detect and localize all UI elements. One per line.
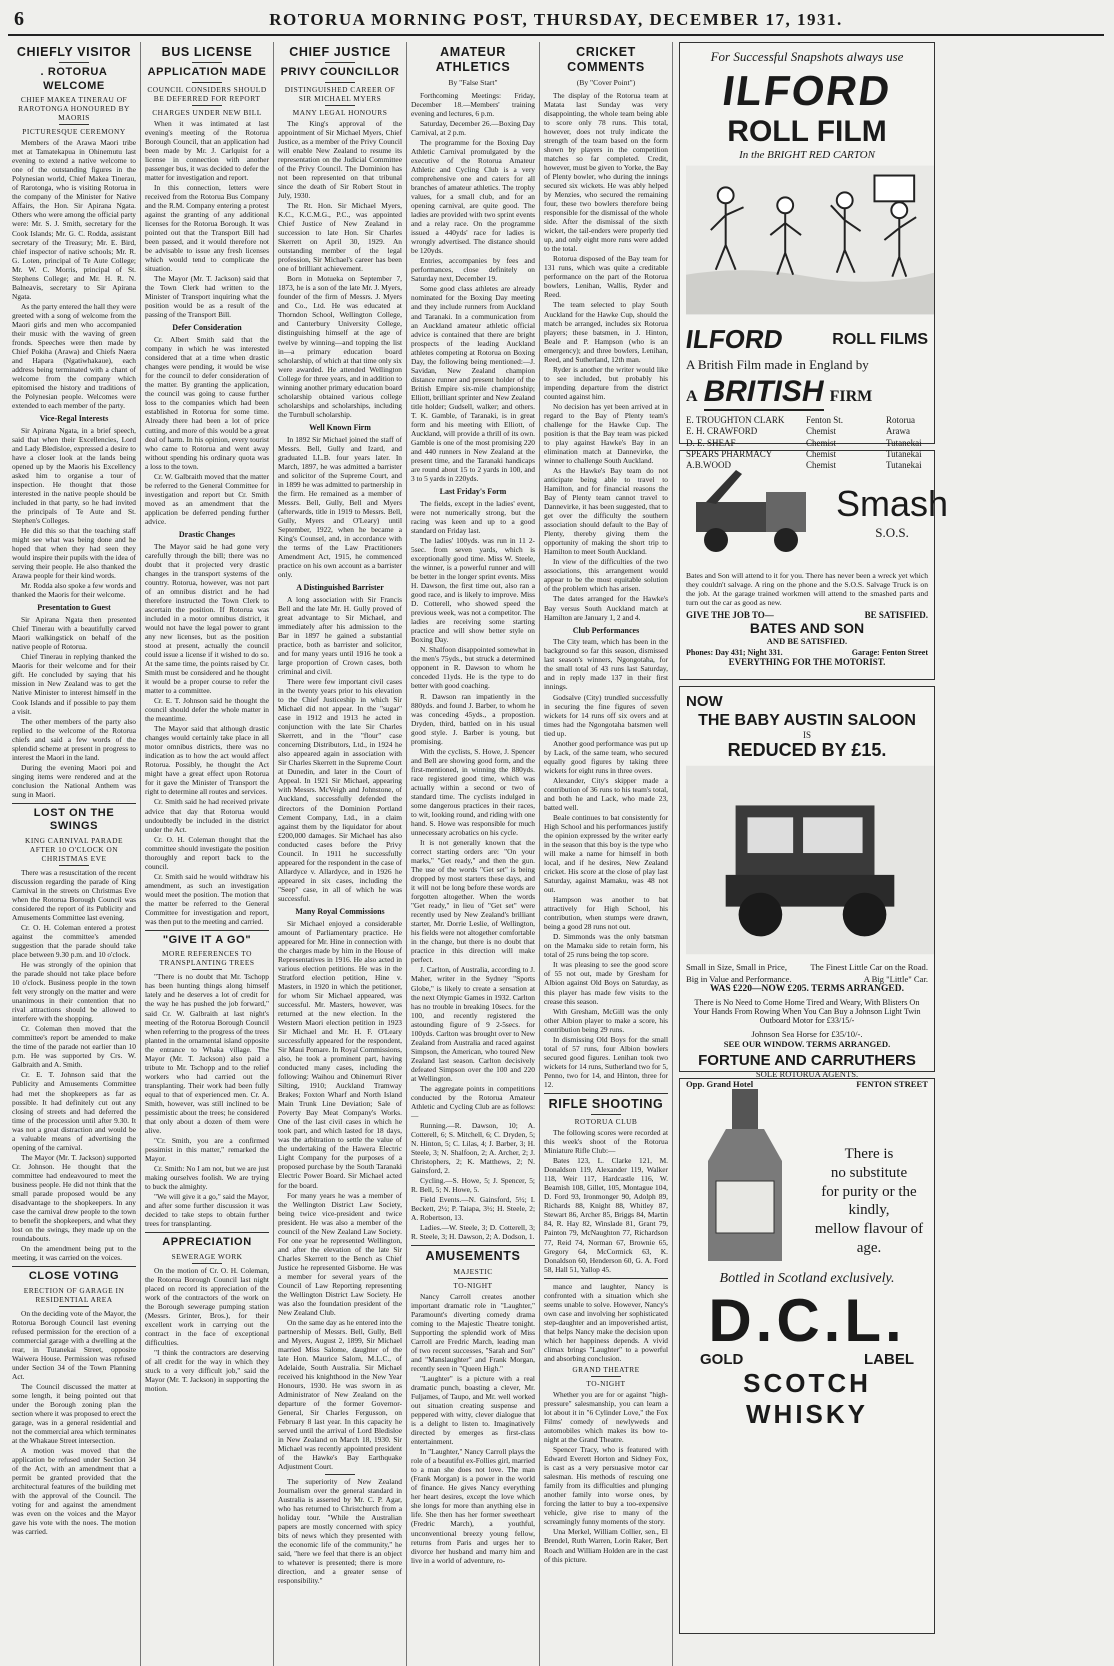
subheadline-privy-councillor: PRIVY COUNCILLOR bbox=[280, 66, 400, 79]
paragraph: Forthcoming Meetings: Friday, December 18.—Members' training evening and lectures, 6 p.m. bbox=[411, 90, 535, 118]
baby-austin-is: IS bbox=[802, 730, 811, 740]
baby-austin-reduced: REDUCED BY £15. bbox=[727, 740, 887, 760]
paragraph: Mr. Rodda also spoke a few words and thanked the Maoris for their welcome. bbox=[12, 581, 136, 600]
paragraph: Members of the Arawa Maori tribe met at Tamatekapua in Ohinemutu last evening to extend a native welcome to one of the outstanding figures in the Polynesian world, Chief Makea Tinerau, of Rarotonga, who is visiting Rotorua in the company of the Minister for Native Affairs, the Hon. Sir Apirana Ngata. Others who were among the official party were: Mr. S. J. Smith, secretary for the Cook Islands; Mr. G. C. Rodda, assistant secretary of the Treasury; Mr. E. Bird, chief inspector of native schools; Mr. R. G. Loten, principal of Te Aute College; Mr. W. C. Morris, principal of St. Stephens College; and Mr. H. R. N. Balneavis, secretary to Sir Apirana Ngata. bbox=[12, 138, 136, 301]
paragraph: It is not generally known that the correct starting orders are: "On your marks," "Get ready," and then the gun. The use of the words "Get set" is being dropped by most starters these days, and it will not be long before these words are forgotten altogether. When the words "Get ready," in lieu of "Get set" were recently used by New Zealand's brilliant starter, Mr. Dorrie Leslie, of Wellington, his fields were not altogether comfortable in the change, but there is no doubt that practice in this direction will make perfect. bbox=[411, 838, 535, 965]
chemist-town: Tutanekai bbox=[886, 448, 922, 459]
paragraph: Cr. Smith said he had received private advice that day that Rotorua would undoubtedly be included in the district under the Act. bbox=[145, 797, 269, 834]
paragraph: On the motion of Cr. O. H. Coleman, the Rotorua Borough Council last night placed on record its appreciation of the work of the contractors of the work on the Borough sewerage pumping station (Messrs. Grinter, Bros.), for their excellent work in carrying out the contract in the face of exceptional difficulties. bbox=[145, 1265, 269, 1347]
dcl-top-row bbox=[686, 1085, 928, 1265]
paragraph: With Gresham, McGill was the only other Albion player to make a score, his contribution being 29 runs. bbox=[544, 1006, 668, 1034]
deck: MORE REFERENCES TO TRANSPLANTING TREES bbox=[159, 949, 255, 968]
chemist-row bbox=[686, 449, 928, 460]
paragraph: Entries, accompanies by fees and performances, close definitely on Saturday next, December 19. bbox=[411, 256, 535, 284]
deck: KING CARNIVAL PARADE AFTER 10 O'CLOCK ON CHRISTMAS EVE bbox=[24, 835, 123, 863]
dealer-opp: Opp. Grand Hotel bbox=[686, 1079, 754, 1089]
column-3 bbox=[274, 42, 407, 1666]
dcl-logo: D.C.L. bbox=[708, 1287, 906, 1354]
column-4 bbox=[407, 42, 540, 1666]
bates-and-be: AND BE SATISFIED. bbox=[766, 636, 848, 646]
paragraph: Cr. E. T. Johnson said that the Publicity and Amusements Committee had met the shopkeepers as far as possible. It had definitely cut out any closing of streets and had deferred the time of the procession until after 9.30. It was not a great distraction and would be a valuable means of advertising the opening of the carnival. bbox=[12, 1070, 136, 1152]
paragraph: Rotorua disposed of the Bay team for 131 runs, which was quite a creditable performance on the part of the Rotorua bowlers, Lenihan, Wallis, Ryder and Reed. bbox=[544, 254, 668, 300]
subheadline-rotorua-welcome: . ROTORUA WELCOME bbox=[40, 66, 108, 92]
paragraph: In 1892 Sir Michael joined the staff of Messrs. Bell, Gully and Izard, and graduated LL.B. four years later. In March, 1897, he was admitted a barrister and solicitor of the Supreme Court, and in 1899 he was admitted to partnership in the firm. He remained as a member of Messrs. Bell, Gully, Bell and Myers (afterwards, title in 1919 to Messrs. Bell, Gully, Myers and O'Leary) until September, 1922, when he became a King's Counsel, and, in accordance with the terms of the Law Practitioners Amendment Act, 1915, he commenced practice on his own account as a barrister only. bbox=[278, 434, 402, 579]
paragraph: Sir Michael enjoyed a considerable amount of Parliamentary practice. He appeared for Mr. Hine in connection with the charges made by him in the House of Representatives in 1916. He also acted in various election petitions. He was in the Stratford election petition, Hine v. Masters, in 1920 in which the petitioner, for whom Sir Michael appeared, was successful. Mr. Masters, however, was returned at the new election. In the Western Maori election petition in 1923 Sir Michael and Mr. H. F. O'Leary successfully appeared for the respondent, Sir Maui Pomare. In Royal Commissions, also, he took a prominent part, having conducted many cases, including the following: Waihou and Ohinemuri River Silting, 1910; Auckland Tramway Brakes; Foxton Wharf and North Island Main Trunk Line Deviation; Sale of Poverty Bay Meat Company's Works. One of the last civil cases in which he took part, and which lasted for 18 days, was the arbitration to settle the value of the undertaking of the Hawera Electric Light Company for the purposes of a proposed purchase by the South Taranaki Electric Power Board. Sir Michael acted for the board. bbox=[278, 918, 402, 1190]
paragraph: Another good performance was put up by Lack, of the same team, who secured equally good figures by taking three wickets for eight runs in three overs. bbox=[544, 738, 668, 775]
headline-cricket-comments: CRICKET COMMENTS bbox=[567, 45, 645, 75]
paragraph: There was a resuscitation of the recent discussion regarding the parade of King Carnival in the streets on Christmas Eve when the Rotorua Borough Council was considered the report of its Publicity and Amusements Committee last evening. bbox=[12, 867, 136, 922]
paragraph: With the cyclists, S. Howe, J. Spencer and Bell are showing good form, and the first-mentioned, in winning the 880yds. race registered good time, which was actually within a second or two of standard time. The cyclists indulged in some dangerous practices in their races, to wit, looking round, and riding with one hand. S. Howe was responsible for much unnecessary acrobatics on his cycle. bbox=[411, 746, 535, 837]
chemist-town: Arawa bbox=[886, 426, 910, 437]
bates-smash-heading: Smash bbox=[836, 483, 949, 524]
paragraph: Bates 123, L. Clarke 121, M. Donaldson 119, Alexander 119, Walker 118, Weir 117, Hardcastle 116, W. Beamish 108, Gillet, 105, Montague 104, D. Ford 93, Ironmonger 90, Adolph 89, Richards 88, Knight 88, Whitley 87, Stewart 86, Archer 85, Briggs 84, Martin 84, R. Hay 82, Winslade 81, Grant 79, Painton 79, McNaughton 77, Richardson 77, Reid 74, Norman 67, Brownie 65, Gregory 64, McCormick 63, K. Donaldson 60, Henderson 60, G. A. Ford 58, Hall 51, Yallop 45. bbox=[544, 1156, 668, 1274]
headline-amusements: AMUSEMENTS bbox=[425, 1249, 521, 1264]
chemist-town: Tutanekai bbox=[886, 460, 922, 470]
paragraph: Cr. O. H. Coleman entered a protest against the committee's amended suggestion that the parade should take place between 9.30 p.m. and 10 o'clock. bbox=[12, 922, 136, 960]
chemist-name: E. TROUGHTON CLARK bbox=[686, 415, 785, 425]
paragraph: The superiority of New Zealand Journalism over the general standard in Australia is asserted by Mr. C. P. Agar, who has returned to Christchurch from a holiday tour. "While the Australian papers are mostly concerned with spicy bits of news which they presented with the economic life of the community," he said, "here we feel that there is an object to whatever is presented; there is more direction, and a greater sense of responsibility." bbox=[278, 1476, 402, 1585]
bates-give: GIVE THE JOB TO— bbox=[686, 610, 774, 620]
bates-give-row bbox=[686, 610, 928, 620]
deck: SEWERAGE WORK bbox=[171, 1251, 243, 1261]
ilford-firm-name: BRITISH bbox=[704, 375, 824, 411]
dcl-label: LABEL bbox=[864, 1351, 914, 1368]
deck: ERECTION OF GARAGE IN RESIDENTIAL AREA bbox=[23, 1285, 125, 1304]
paragraph: The Mayor said he had gone very carefully through the bill; there was no doubt that it projected very drastic changes in the transport systems of the country. Rotorua, however, was not part of an omnibus district and he had therefore instructed the Town Clerk to ascertain the position. If Rotorua was included in a motor omnibus district, it would not have the legal power to grant any new licenses, but as the position stood at present, actually the council could issue a license if it wished to do so. At the same time, the points raised by Cr. Smith must be considered and he thought it would be a proper course to refer the matter to a committee. bbox=[145, 541, 269, 696]
ilford-secondary-banner bbox=[683, 324, 928, 355]
advertisements-column bbox=[673, 42, 949, 1666]
paragraph: Running.—R. Dawson, 10; A. Cotterell, 6; S. Mitchell, 6; C. Dryden, 5; N. Hinton, 5; C. Lilas, 4; J. Barber, 3; H. Steele, 3; N. Shalfoon, 2; A. Archer, 2; J. Christophers, 2; K. Matthews, 2; N. Gainsford, 2. bbox=[411, 1120, 535, 1176]
chemist-row bbox=[686, 438, 928, 449]
paragraph: When it was intimated at last evening's meeting of the Rotorua Borough Council, that an application had been made by Mr. J. Carlquist for a license in connection with another passenger bus, it was decided to defer the matter for investigation and report. bbox=[145, 118, 269, 182]
baby-austin-was: WAS £220—NOW £205. TERMS ARRANGED. bbox=[710, 984, 904, 994]
headline-give-it-a-go: "GIVE IT A GO" bbox=[162, 933, 252, 946]
paragraph: N. Shalfoon disappointed somewhat in the men's 75yds., but struck a determined opponent in R. Dawson to whom he conceded 11yds. He is the type to do better with good coaching. bbox=[411, 645, 535, 691]
ilford-brand-secondary: ILFORD bbox=[683, 324, 785, 354]
dcl-bottled: Bottled in Scotland exclusively. bbox=[719, 1271, 895, 1286]
ilford-product: ROLL FILM bbox=[727, 115, 887, 148]
paragraph: Cr. Coleman then moved that the committee's report be amended to make the time of the parade not earlier than 10 p.m. He was supported by Crs. W. Galbraith and A. Smith. bbox=[12, 1024, 136, 1070]
whisky-bottle-illustration bbox=[686, 1085, 804, 1265]
dcl-line-1: There is bbox=[844, 1146, 894, 1162]
cross-head: Well Known Firm bbox=[309, 422, 371, 432]
baby-austin-size-row bbox=[686, 962, 928, 972]
ilford-advertisement bbox=[679, 42, 935, 470]
bates-phones: Phones: Day 431; Night 331. bbox=[686, 648, 783, 657]
column-5 bbox=[540, 42, 673, 1666]
paragraph: On the deciding vote of the Mayor, the Rotorua Borough Council last evening refused permission for the erection of a commercial garage with a dwelling at the rear, in Tutanekai Street, opposite Waiwera House. Permission was refused under Section 34 of the Town Planning Act. bbox=[12, 1308, 136, 1381]
paragraph: In view of the difficulties of the two associations, this arrangement would appear to be the most equitable solution of the problem which has arisen. bbox=[544, 557, 668, 594]
paragraph: Sir Apirana Ngata then presented Chief Tinerau with a beautifully carved Maori walkingstick on behalf of the native people of Rotorua. bbox=[12, 615, 136, 652]
dealer-street: FENTON STREET bbox=[856, 1079, 928, 1089]
paragraph: The team selected to play South Auckland for the Hawke Cup, should the match be arranged, includes six Rotorua players; these batsmen, in J. Hinton, Beale and P. Hampson (who is an emergency); and three bowlers, Lenihan, Reed, and Sutherland, 12th man. bbox=[544, 300, 668, 364]
paragraph: Cr. Smith said he would withdraw his amendment, as such an investigation would meet the position. The motion that the matter be referred to the General Committee for investigation and report, was then put to the meeting and carried. bbox=[145, 871, 269, 926]
paragraph: Beale continues to bat consistently for High School and his performances justify the opinion expressed by the writer early in the season that this boy is the type who will make a name for himself in both local, and if he desires, New Zealand cricket. His score at the close of play last Saturday, against Mamaku, was 48 not out. bbox=[544, 812, 668, 895]
paragraph: In "Laughter," Nancy Carroll plays the role of a beautiful ex-Follies girl, married to a man she does not love. The man (Frank Morgan) is a power in the world of finance. He gives Nancy everything her heart desires, except the love which she longs for more than anything else in life. She then has her former sweetheart (Fredric March), a youthful, unconventional breezy young fellow, returns from Paris and urges her to divorce her husband and marry him and live in a world of adventure, ro- bbox=[411, 1447, 535, 1565]
deck: DISTINGUISHED CAREER OF SIR MICHAEL MYERS bbox=[284, 84, 396, 103]
paragraph: The Mayor said that although drastic changes would certainly take place in all motor omnibus districts, there was no indication as to how the act would affect Rotorua. Possibly, he thought the Act might have a great effect upon Rotorua for it gave the Minister of Transport the right to determine all routes and services. bbox=[145, 724, 269, 797]
chemist-role: Chemist bbox=[806, 460, 837, 470]
cross-head: Many Royal Commissions bbox=[295, 906, 385, 916]
bates-name: BATES AND SON bbox=[749, 620, 865, 636]
baby-austin-advertisement bbox=[679, 686, 935, 1089]
paragraph: "Cr. Smith, you are a confirmed pessimist in this matter," remarked the Mayor. bbox=[145, 1135, 269, 1163]
headline-appreciation: APPRECIATION bbox=[162, 1236, 252, 1249]
sea-horse-text: Johnson Sea Horse for £35/10/-. bbox=[751, 1029, 863, 1039]
bates-contact bbox=[686, 648, 928, 657]
paragraph: The other members of the party also replied to the welcome of the Rotorua chiefs and said a few words of the splendid scheme at present in progress to interest the Maori in the land. bbox=[12, 716, 136, 762]
kicker: TO-NIGHT bbox=[453, 1280, 493, 1290]
headline-lost-on-the-swings: LOST ON THE SWINGS bbox=[33, 806, 115, 833]
chemist-role: Chemist bbox=[806, 437, 837, 448]
paragraph: R. Dawson ran impatiently in the 880yds. and found J. Barber, to whom he was conceding 45yds., a propostion. Dryden, third, battled on in his usual good style. J. Barber is young, but promising. bbox=[411, 691, 535, 746]
ilford-made-in: A British Film made in England by bbox=[686, 357, 869, 372]
paragraph: Cr. Albert Smith said that the company in which he was interested considered that at a time when drastic changes were pending, it would be wise for the council to defer consideration of the matter. By granting the application, the council was going to cause further loss to the companies which had been established in Rotorua for some time. Already there had been a lot of price cutting, and more of this would be a great deal of harm. In his opinion, every tourist who came to Rotorua and went away without spending his ordinary quota was a loss to the town. bbox=[145, 335, 269, 471]
ilford-brand: ILFORD bbox=[719, 67, 895, 114]
paragraph: Ryder is another the writer would like to see included, but probably his impending departure from the district counted against him. bbox=[544, 364, 668, 401]
paragraph: The King's approval of the appointment of Sir Michael Myers, Chief Justice, as a member of the Privy Council will enable New Zealand to resume its representation on the Judicial Committee of the Privy Council. The Dominion has not been represented on that tribunal since the death of Sir Robert Stout in July, 1930. bbox=[278, 118, 402, 200]
paragraph: On the amendment being put to the meeting, it was carried on the voices. bbox=[12, 1244, 136, 1263]
paragraph: "Laughter" is a picture with a real dramatic punch, boasting a clever, Mr. Fuljames, of Taupo, and Mr. well worked out situation creating suspense and peppered with witty, clever dialogue that is a delight to listen to. Imaginatively directed by emerges as first-class entertainment. bbox=[411, 1373, 535, 1447]
paragraph: Ladies.—W. Steele, 3; D. Cotterell, 3; R. Steele, 3; H. Dawson, 2; A. Dodson, 1. bbox=[411, 1223, 535, 1242]
dcl-line-2: no substitute bbox=[830, 1164, 908, 1181]
paragraph: He was strongly of the opinion that the parade should not take place before 10 o'clock. Business people in the town felt very strongly on the matter and were unanimous in their contention that no rival attractions should be allowed to interfere with the shopping. bbox=[12, 960, 136, 1024]
chemist-town: Rotorua bbox=[886, 415, 915, 425]
baby-austin-value-row bbox=[686, 974, 928, 984]
paragraph: No decision has yet been arrived at in regard to the Bay of Plenty team's challenge for the Hawke Cup. The position is that the Bay team was picked to play against Hawke's Bay in an elimination match at Dannevirke, the winner to challenge South Auckland. bbox=[544, 401, 668, 465]
headline-bus-license: BUS LICENSE bbox=[161, 45, 253, 59]
chemist-role: Chemist bbox=[806, 448, 837, 459]
headline-rifle-shooting: RIFLE SHOOTING bbox=[548, 1096, 664, 1111]
paragraph: There were few important civil cases in the twenty years prior to his elevation to the Chief Justiceship in which Sir Michael did not appear. In the "sugar" case in 1912 and 1913 he acted in conjunction with the late Sir Charles Skerrett, and in the "flour" case concerning Distributors, Ltd., in 1924 he also appeared again in association with Sir Charles Skerrett in the Supreme Court at Dunedin, and later in the Court of Appeal. In 1921 Sir Michael, appearing with Messrs. McVeigh and Johnstone, of Auckland, successfully defended the directors of the Dominion Portland Cement Company, Ltd., in a claim against them by the liquidator for about £200,000 damages. Sir Michael has also conducted cases before the Privy Council. In 1911 he successfully appeared for the respondent in the case of Allardyce v. Allardyce, and in 1926 he appeared in six cases, including the "Seep" case, in all of which he was successful. bbox=[278, 677, 402, 903]
dcl-line-4: mellow flavour of age. bbox=[814, 1221, 924, 1256]
paragraph: Cr. O. H. Coleman thought that the committee should investigate the position thoroughly and report back to the council. bbox=[145, 834, 269, 871]
subheadline-majestic: MAJESTIC bbox=[453, 1266, 493, 1276]
chemist-name: D. E. SHEAF bbox=[686, 437, 736, 448]
paragraph: Field Events.—N. Gainsford, 5½; I. Beckett, 2½; P. Taiapa, 3½; H. Steele, 2; A. Robertson, 13. bbox=[411, 1195, 535, 1223]
dealer-name: FORTUNE AND CARRUTHERS bbox=[698, 1052, 916, 1069]
bathers-illustration bbox=[686, 165, 934, 315]
chemist-role: Fenton St. bbox=[806, 415, 844, 425]
paragraph: On the same day as he entered into the partnership of Messrs. Bell, Gully, Bell and Myers, August 2, 1899, Sir Michael married Miss Salome, daughter of the late Hon. Maurice Salom, M.L.C., of Adelaide, South Australia. Sir Michael received his knighthood in the New Year Honours, 1930. He was sworn in as Administrator of New Zealand on the departure of the former Governor-General, Sir Charles Fergusson, on February 8 last year. In this capacity he served until the arrival of Lord Bledisloe in New Zealand on March 18, 1930. Sir Michael was recently appointed president of the Hawke's Bay Earthquake Adjustment Court. bbox=[278, 1317, 402, 1472]
paragraph: Cr. W. Galbraith moved that the matter be referred to the General Committee for investigation and report but Cr. Smith moved as an amendment that the application be deferred pending further advice. bbox=[145, 471, 269, 526]
bates-satisfied: BE SATISFIED. bbox=[864, 610, 928, 620]
paragraph: It was pleasing to see the good score of 55 not out, made by Gresham for Albion against Old Boys on Saturday, as this player has made few visits to the crease this season. bbox=[544, 960, 668, 1006]
chemist-row bbox=[686, 426, 928, 437]
chemist-row bbox=[686, 415, 928, 426]
paragraph: In dismissing Old Boys for the small total of 57 runs, four Albion bowlers secured good figures. Lenihan took two wickets for 14 runs, Sutherland two for 5, Penno, two for 14, and Hinton, three for 12. bbox=[544, 1034, 668, 1089]
paragraph: A motion was moved that the application be refused under Section 34 of the Act, with an amendment that a permit be granted provided that the architectural features of the building met with the approval of the Council. The voting for and against the amendment was even on the voices and the Mayor gave his vote with the noes. The motion was carried. bbox=[12, 1446, 136, 1537]
column-1 bbox=[8, 42, 141, 1666]
ilford-product-secondary: ROLL FILMS bbox=[832, 330, 928, 348]
cross-head: Vice-Regal Interests bbox=[39, 414, 109, 424]
baby-austin-little: A Big "Little" Car. bbox=[863, 974, 928, 984]
paragraph: The following scores were recorded at this week's shoot of the Rotorua Miniature Rifle Club:— bbox=[544, 1128, 668, 1156]
subheadline-rotorua-club: ROTORUA CLUB bbox=[574, 1117, 638, 1127]
baby-austin-small: Small in Size, Small in Price, bbox=[686, 962, 787, 972]
chemist-town: Tutanekai bbox=[886, 437, 922, 448]
dcl-scotch-whisky: SCOTCH WHISKY bbox=[743, 1368, 871, 1429]
bates-art-row bbox=[686, 457, 949, 567]
dcl-slogan bbox=[810, 1085, 928, 1265]
kicker: TO-NIGHT bbox=[586, 1378, 626, 1388]
headline-close-voting: CLOSE VOTING bbox=[28, 1270, 120, 1283]
bates-everything: EVERYTHING FOR THE MOTORIST. bbox=[728, 657, 886, 667]
ilford-firm-banner bbox=[686, 375, 928, 411]
bates-and-son-advertisement bbox=[679, 450, 949, 680]
paragraph: The Rt. Hon. Sir Michael Myers, K.C., K.C.M.G., P.C., was appointed Chief Justice of New Zealand in succession to late Hon. Sir Charles Skerrett on April 30, 1929. An outstanding member of the legal profession, Sir Michael's career has been one of brilliant achievement. bbox=[278, 201, 402, 274]
bates-sos: S.O.S. bbox=[875, 525, 909, 540]
paragraph: The programme for the Boxing Day Athletic Carnival promulgated by the executive of the Rotorua Amateur Athletic and Cycling Club is a very comprehensive one and caters for all branches of amateur athletics. The trophy values, for a small club, and for an opening carnival, are quite good. The ladies are provided with two sprint events and a relay race. On the programme issued a 440yds' race for ladies is wrongly advertised. The distance should be 120yds. bbox=[411, 137, 535, 256]
byline: By "False Start" bbox=[448, 77, 498, 87]
column-2 bbox=[141, 42, 274, 1666]
paragraph: Hampson was another to bat attractively for High School, his contribution, when stumps were drawn, being a good 28 runs not out. bbox=[544, 895, 668, 932]
paragraph: As the Hawke's Bay team do not anticipate being able to travel to Hamilton, and for financial reasons the Bay of Plenty team cannot travel to Dannevirke, it has been suggested, that to get over the difficulty the southern association should default to the Bay of Plenty, thereby giving them the opportunity of making the short trip to Hamilton to meet South Auckland. bbox=[544, 466, 668, 557]
byline: (By "Cover Point") bbox=[576, 77, 636, 87]
paragraph: For many years he was a member of the Wellington District Law Society, being twice vice-president and twice president. He was also a member of the council of the New Zealand Law Society. For one year he represented Wellington, and after the elevation of the late Sir Charles Skerrett to the Bench as Chief Justice he represented Gisborne. He was a member for several years of the Council of Law Reporting representing the Wellington District Law Society. He was also the foundation president of the New Zealand Club. bbox=[278, 1190, 402, 1317]
paragraph: Alexander, City's skipper made a contribution of 36 runs to his team's total, and both he and Lack, who made 23, batted well. bbox=[544, 775, 668, 812]
paragraph: Some good class athletes are already nominated for the Boxing Day meeting and they include runners from Auckland and Taranaki. In a communication from an Auckland amateur athletic official advice is contained that there are bright prospects of the leading Auckland athletes competing at Rotorua on Boxing Day, the following being mentioned:—J. Savidan, New Zealand champion distance runner and present holder of the British Empire six-mile championship; Elliott, brilliant sprinter and New Zealand title holder; Gudsell, walker; and others. T. K. Gamble, of Taranaki, is in great form and his meeting with Elliott, of Auckland, will provide a thrill of its own. Gamble is one of the most promising 220 and 440 runners in New Zealand at the present time, and the Taranaki handicaps are round about 15 to 2 yards in 100, and 3 to 5 yards in 220yds. bbox=[411, 284, 535, 484]
chemist-role: Chemist bbox=[806, 426, 837, 437]
cross-head: Club Performances bbox=[572, 625, 640, 635]
paragraph: The ladies' 100yds. was run in 11 2-5sec. from seven yards, which is exceptionally good time. Miss W. Steele, the winner, is a powerful runner and will be better in the longer sprint events. Miss H. Dawson, the first time out, also ran a good race, and is likely to improve. Miss D. Cotterell, who showed speed the previous week, was not a competitor. The ladies are receiving some starting practice and will show better style on Boxing Day. bbox=[411, 535, 535, 645]
masthead bbox=[8, 6, 1104, 36]
deck: COUNCIL CONSIDERS SHOULD BE DEFERRED FOR REPORT bbox=[147, 84, 267, 103]
baby-austin-now: NOW bbox=[686, 693, 723, 710]
cross-head: Last Friday's Form bbox=[439, 487, 507, 497]
outboard-motor-text: There is No Need to Come Home Tired and Weary, With Blisters On Your Hands From Rowing When You Can Buy a Johnson Light Twin Outboard Motor for £33/15/- bbox=[693, 998, 921, 1025]
paragraph: "There is no doubt that Mr. Tschopp has been hunting things along himself lately and he deserves a lot of credit for the way he has pushed the job forward," said Cr. W. Galbraith at last night's meeting of the Rotorua Borough Council when referring to the progress of the trees planted in the ornamental island opposite the entrance to Whaka village. The Mayor (Mr. T. Jackson) also paid a tribute to Mr. Tschopp and to the relief workers who had carried out the transplanting. Their work had been fully equal to that of experienced men. Cr. A. Smith, however, was still inclined to be pessimistic about the trees; he considered that only about a dozen of them were alive. bbox=[145, 972, 269, 1135]
paragraph: As the party entered the hall they were greeted with a song of welcome from the Maori girls and men who accompanied their music with the waving of green fronds. Speeches were then made by Chief Pokiha (Arawa) and Chiefs Naera and Hapara (Ngatiwhakaue), each address being terminated with a chant of welcome from the company which epitomised the history and traditions of the Polynesian people. Welcomes were extended to each member of the party. bbox=[12, 301, 136, 411]
cross-head: Presentation to Guest bbox=[37, 603, 111, 613]
chemist-name: E. H. CRAWFORD bbox=[686, 426, 758, 437]
dcl-gold: GOLD bbox=[700, 1351, 744, 1368]
headline-chief-justice: CHIEF JUSTICE bbox=[289, 45, 391, 59]
kicker: PICTURESQUE CEREMONY bbox=[22, 127, 126, 137]
paragraph: D. Simmonds was the only batsman on the Mamaku side to retain form, his total of 25 runs being the top score. bbox=[544, 932, 668, 960]
ilford-carton-note: In the BRIGHT RED CARTON bbox=[739, 149, 875, 161]
paragraph: Cr. E. T. Johnson said he thought the council should defer the whole matter in the meantime. bbox=[145, 696, 269, 724]
paragraph: Cr. Smith: No I am not, but we are just making ourselves foolish. We are trying to buck the almighty. bbox=[145, 1164, 269, 1192]
baby-austin-big: Big in Value and Performance. bbox=[686, 974, 792, 984]
paragraph: The Council discussed the matter at some length, it being pointed out that under the Borough zoning plan the section where it was proposed to erect the garage, was in a general residential and not the commercial area which terminates at the Whakaue Street intersection. bbox=[12, 1381, 136, 1445]
paragraph: During the evening Maori poi and singing items were rendered and at the conclusion the National Anthem was sung in Maori. bbox=[12, 762, 136, 799]
ilford-firm-a: A bbox=[686, 388, 698, 405]
paragraph: Born in Motueka on September 7, 1873, he is a son of the late Mr. J. Myers, founder of the firm of Messrs. J. Myers and Co., Ltd. He was educated at Thorndon School, Wellington College, and Canterbury University College, distinguishing himself at the age of twelve by winning—and topping the list in—a primary education board scholarship, of which at that time only six were awarded. He attended Wellington College for three years, and in addition to winning another primary education board scholarship obtained various college scholarships and scholarships, including the Turnbull scholarship. bbox=[278, 274, 402, 419]
dcl-line-3: for purity or the kindly, bbox=[821, 1183, 917, 1219]
paragraph: Una Merkel, William Collier, sen., El Brendel, Ruth Warren, Lorin Raker, Bert Roach and William Holden are in the cast of this picture. bbox=[544, 1527, 668, 1564]
kicker: MANY LEGAL HONOURS bbox=[292, 107, 388, 117]
paragraph: He did this so that the teaching staff might see what was being done and he hoped that when they had seen they would inspire their pupils with the idea of serving their people. He also thanked the Arawa people for their kind words. bbox=[12, 526, 136, 581]
paragraph: mance and laughter, Nancy is confronted with a situation which she seems unable to solve. However, Nancy's own case and involving her sophisticated step-daughter and an impoverished artist, that helps Nancy make the decision upon which her happiness depends. A vivid climax brings "Laughter" to a powerful and absorbing conclusion. bbox=[544, 1281, 668, 1363]
page-number: 6 bbox=[14, 8, 24, 30]
cross-head: Defer Consideration bbox=[172, 323, 242, 333]
newspaper-title: ROTORUA MORNING POST, THURSDAY, DECEMBER 17, 1931. bbox=[269, 10, 843, 29]
bates-garage: Garage: Fenton Street bbox=[851, 648, 928, 657]
paragraph: The City team, which has been in the background so far this season, dismissed last season's winners, Ngongotaha, for the small total of 43 runs last Saturday, and in reply made 137 in their first innings. bbox=[544, 637, 668, 692]
bates-body: Bates and Son will attend to it for you. There has never been a wreck yet which they couldn't salvage. A ring on the phone and the S.O.S. Salvage Truck is on the job. At the garage trained workmen will attend to the smashed parts and turn out the car as good as new. bbox=[686, 571, 928, 607]
chemist-name: A.B.WOOD bbox=[686, 460, 731, 470]
paragraph: Sir Apirana Ngata, in a brief speech, said that when their Excellencies, Lord and Lady Bledisloe, expressed a desire to have a closer look at the lands being opened up by the Maoris his Excellency asked him to organise a tour of inspection. He thought that those interested in the native people should be included in that party, so he had invited the principals of Te Aute and St. Stephen's Colleges. bbox=[12, 425, 136, 526]
see-window-text: SEE OUR WINDOW. TERMS ARRANGED. bbox=[723, 1039, 891, 1049]
paragraph: A long association with Sir Francis Bell and the late Mr. H. Gully proved of great advantage to Sir Michael, and immediately after his admission to the Bar in 1897 he gained a substantial practice, both as barrister and solicitor, and for many years until 1916 he took a large proportion of Crown cases, both criminal and civil. bbox=[278, 594, 402, 677]
paragraph: Nancy Carroll creates another important dramatic role in "Laughter," Paramount's diverting comedy drama coming to the Majestic Theatre tonight. Supporting the splendid work of Miss Carroll are Fredric March, leading man of two recent successes, "Sarah and Son" and "Manslaughter" and Frank Morgan, recently seen in "Queen High." bbox=[411, 1291, 535, 1373]
paragraph: In this connection, letters were received from the Rotorua Bus Company and the R.M. Company entering a protest against the granting of any additional licenses for the Rotorua Borough. It was pointed out that the Transport Bill had been passed, and it would therefore not be advisable to issue any fresh licenses which would tend to complicate the situation. bbox=[145, 182, 269, 274]
tow-truck-illustration bbox=[686, 462, 836, 562]
paragraph: J. Carlton, of Australia, according to J. Maher, writer in the Sydney "Sports Globe," is likely to create a sensation at the next Olympic Games in 1932. Carlton has no trouble in breaking 10secs. for the 100, and recently registered the astounding figure of 9 2-5secs. for 100yds. Carlton was brought over to New Zealand from Australia and raced against Simpson, the American, who toured New Zealand last season. Carlton decisively defeated Simpson over the 100 and 220 at Wellington. bbox=[411, 965, 535, 1083]
paragraph: The Mayor (Mr. T. Jackson) said that the Town Clerk had written to the Minister of Transport inquiring what the position would be as a result of the passing of the Transport Bill. bbox=[145, 274, 269, 320]
paragraph: The aggregate points in competitions conducted by the Rotorua Amateur Athletic and Cycling Club are as follows:— bbox=[411, 1083, 535, 1120]
page-content bbox=[8, 42, 1104, 1666]
kicker: CHARGES UNDER NEW BILL bbox=[152, 107, 262, 117]
paragraph: "I think the contractors are deserving of all credit for the way in which they stuck to a very difficult job," said the Mayor (Mr. T. Jackson) in supporting the motion. bbox=[145, 1347, 269, 1394]
paragraph: "We will give it a go," said the Mayor, and after some further discussion it was decided to take steps to obtain further trees for transplanting. bbox=[145, 1192, 269, 1229]
cross-head: Drastic Changes bbox=[178, 529, 236, 539]
headline-amateur-athletics: AMATEUR ATHLETICS bbox=[435, 45, 511, 75]
paragraph: Chief Tinerau in replying thanked the Maoris for their welcome and for their gift. He concluded by saying that his mission in New Zealand was to get the Native Minister to interest himself in the Cook Islands and if possible to pay them a visit. bbox=[12, 652, 136, 716]
paragraph: The Mayor (Mr. T. Jackson) supported Cr. Johnson. He thought that the committee had endeavoured to meet the business people. He did not think that the small parade proposed would be any disadvantage to the shopkeepers. In any case the carnival drew people to the town to benefit the shopkeepers, and what they lost on the swings, they made up on the roundabouts. bbox=[12, 1152, 136, 1243]
baby-austin-finest: The Finest Little Car on the Road. bbox=[810, 962, 928, 972]
chemist-name: SPEARS PHARMACY bbox=[686, 448, 773, 459]
paragraph: The display of the Rotorua team at Matata last Sunday was very disappointing, the whole team being able to score only 78 runs. This total, however, does not truly indicate the strength of the team based on the form shown by players in the competition matches so far completed. Credit, however, must be given to Yorke, the Bay of Plenty bowler, who during the innings secured six wickets. He was ably helped by Menzies, who secured the remaining four, these two bowlers therefore being responsible for the dismissal of the whole side. After the dismissal of the sixth wicket, the tail-enders were properly tied up, and only eight more runs were added to the total. bbox=[544, 90, 668, 254]
paragraph: Cycling.—S. Howe, 5; J. Spencer, 5; R. Bell, 5; N. Howe, 5. bbox=[411, 1176, 535, 1195]
headline-chiefly-visitor: CHIEFLY VISITOR bbox=[16, 45, 132, 59]
subheadline-grand-theatre: GRAND THEATRE bbox=[572, 1364, 640, 1374]
paragraph: The fields, except in the ladies' event, were not numerically strong, but the racing was keen and up to a good standard on Friday last. bbox=[411, 498, 535, 535]
ilford-tagline: For Successful Snapshots always use bbox=[710, 49, 904, 64]
dcl-whisky-advertisement bbox=[679, 1078, 935, 1634]
paragraph: Godsalve (City) trundled successfully in securing the fine figures of seven wickets for 14 runs off six overs and at times had the Ngongotaha batsmen well tied up. bbox=[544, 692, 668, 738]
saloon-car-illustration bbox=[686, 765, 934, 955]
paragraph: Saturday, December 26.—Boxing Day Carnival, at 2 p.m. bbox=[411, 118, 535, 137]
cross-head: A Distinguished Barrister bbox=[296, 583, 384, 593]
paragraph: Spencer Tracy, who is featured with Edward Everett Horton and Sidney Fox, is cast as a very persuasive motor car salesman. His methods of rescuing one family from its difficulties and plunging another family into worse ones, by forcing the latter to buy a too-expensive vehicle, give rise to many of the screamingly funny moments of the story. bbox=[544, 1445, 668, 1527]
sole-agents: SOLE ROTORUA AGENTS. bbox=[755, 1069, 859, 1079]
subheadline-application-made: APPLICATION MADE bbox=[147, 66, 267, 79]
deck: CHIEF MAKEA TINERAU OF RAROTONGA HONOURED BY MAORIS bbox=[18, 95, 130, 123]
ilford-firm-word: FIRM bbox=[829, 388, 873, 405]
baby-austin-title: THE BABY AUSTIN SALOON bbox=[698, 712, 916, 729]
paragraph: The dates arranged for the Hawke's Bay versus South Auckland match at Hamilton are January 1, 2 and 4. bbox=[544, 594, 668, 622]
paragraph: Whether you are for or against "high-pressure" salesmanship, you can learn a lot about it in "6 Cylinder Love," the Fox Films' comedy of newlyweds and automobiles which makes its bow to-night at the Grand Theatre. bbox=[544, 1389, 668, 1445]
